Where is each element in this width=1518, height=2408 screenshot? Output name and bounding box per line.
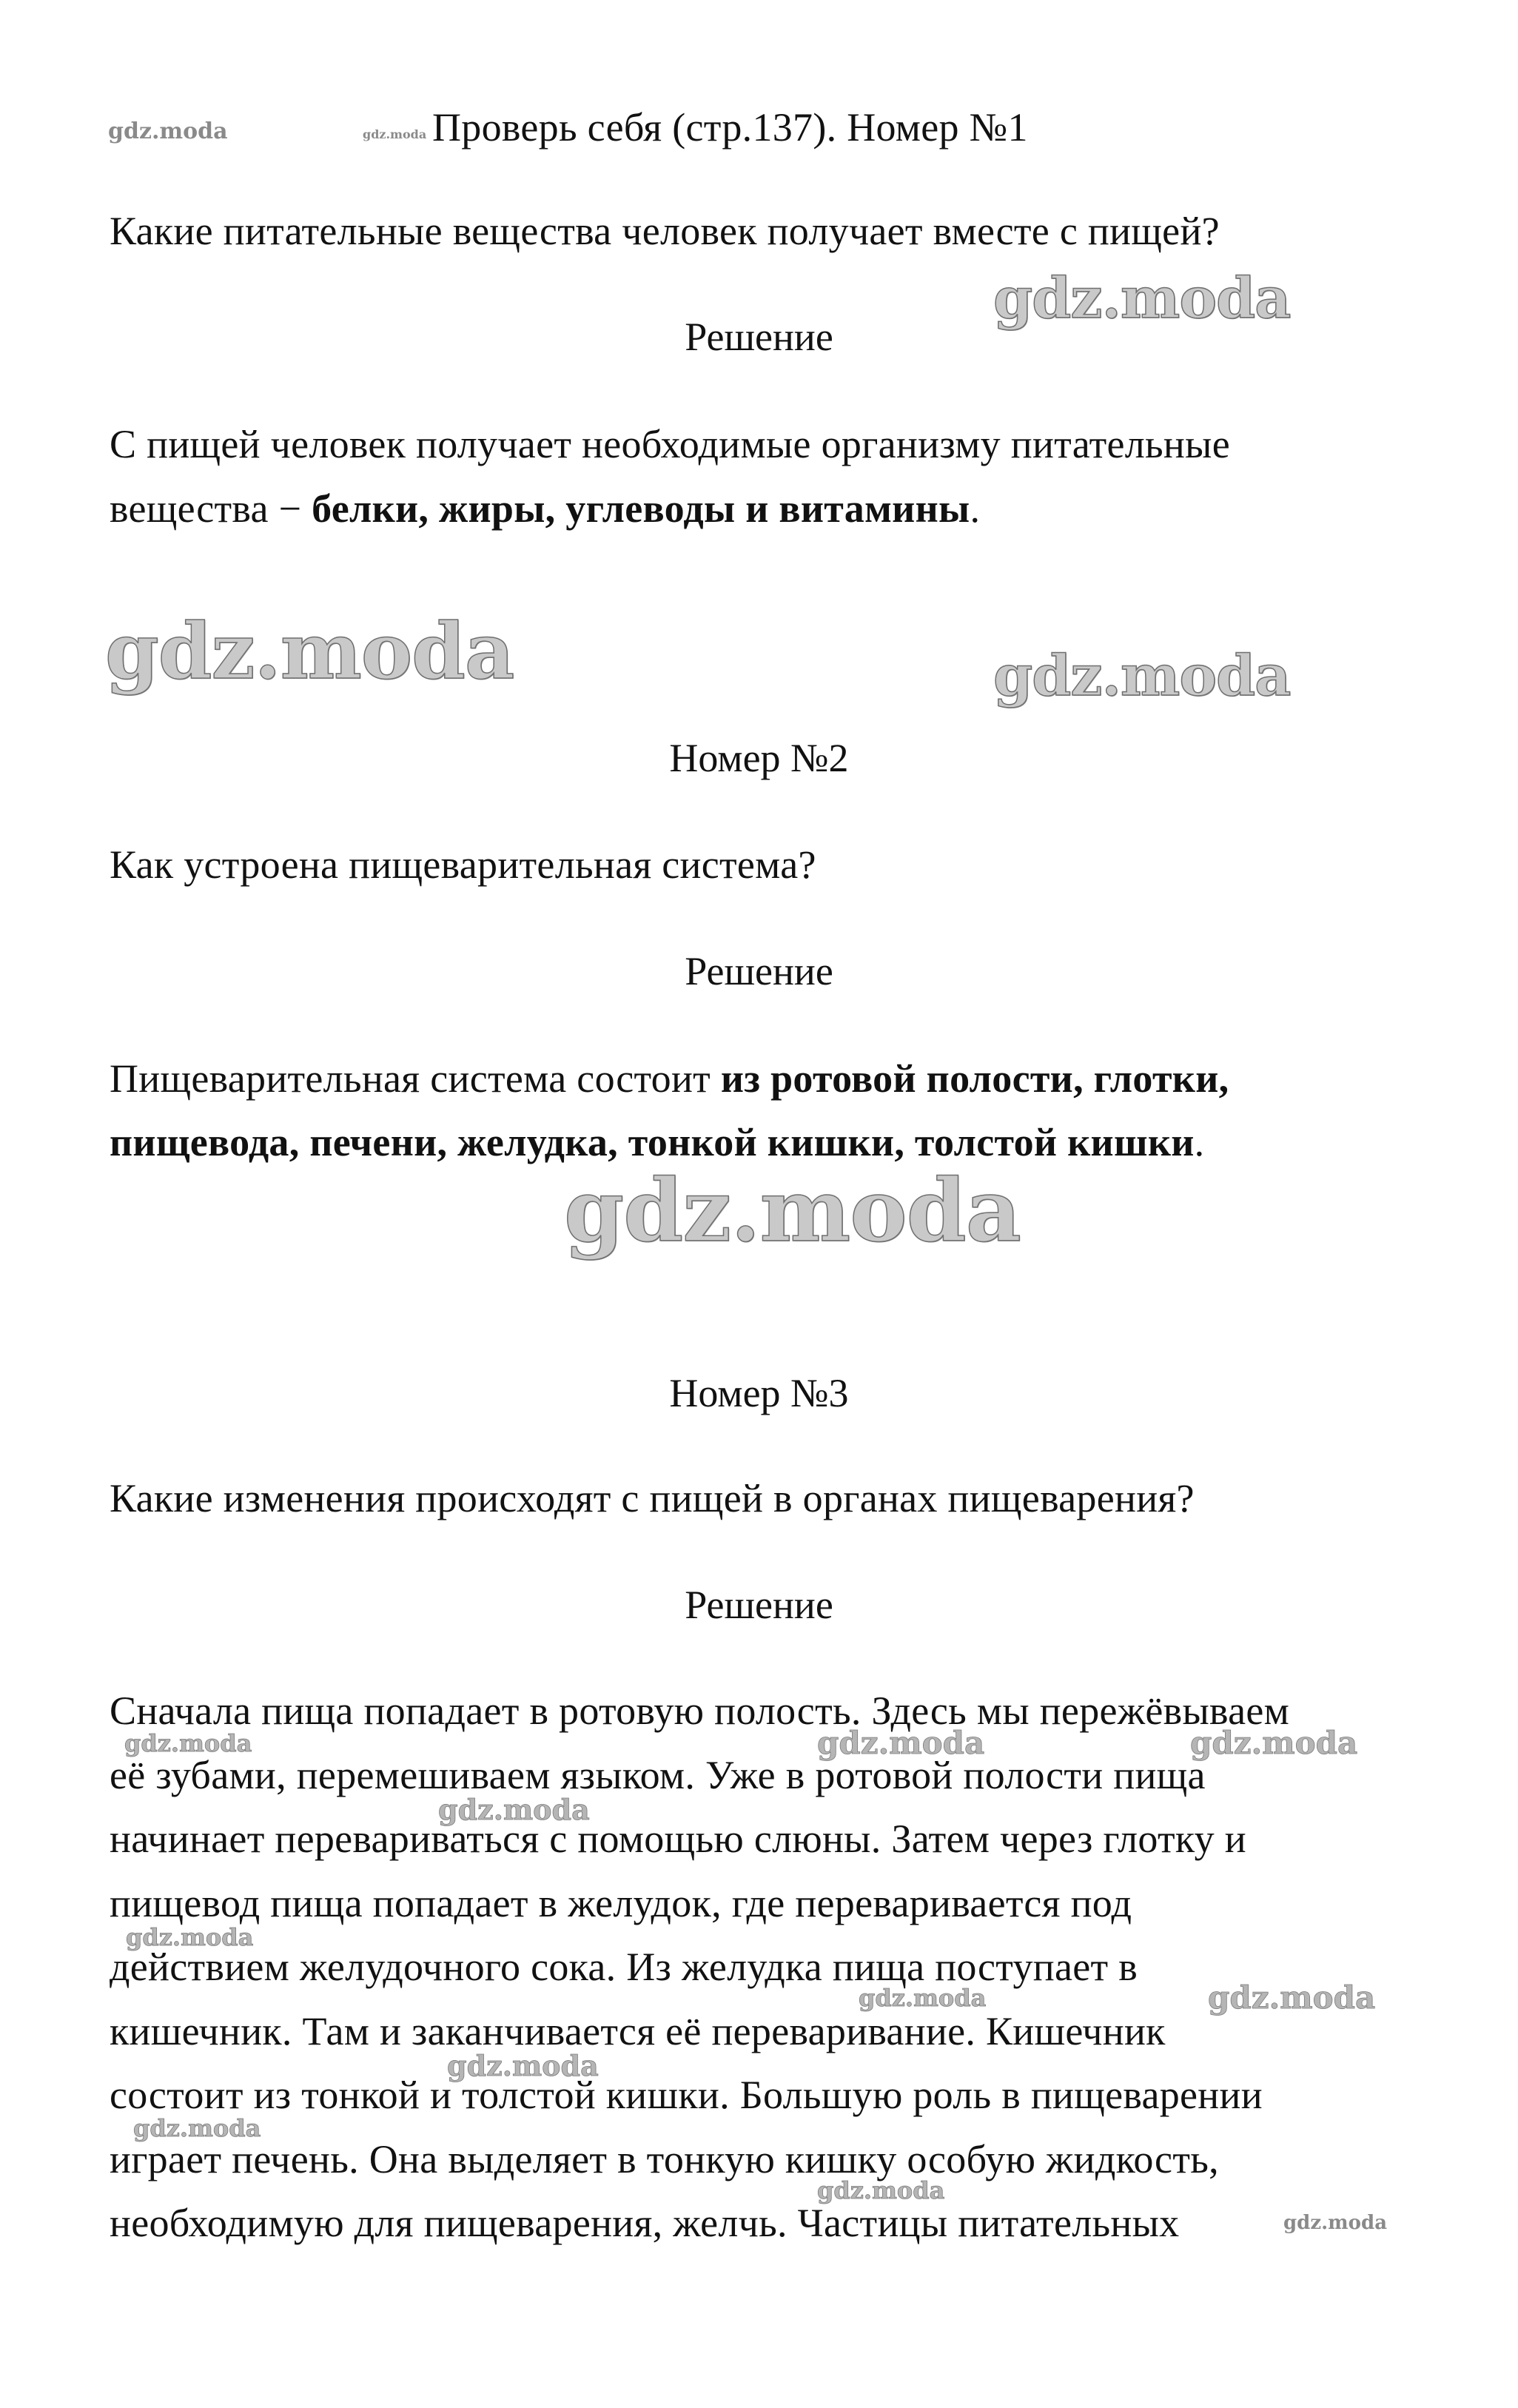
watermark-text: gdz.moda (133, 2114, 261, 2142)
watermark-text: gdz.moda (564, 1161, 1021, 1261)
answer-2-bold-2: пищевода, печени, желудка, тонкой кишки, толстой кишки (110, 1120, 1195, 1164)
answer-3-line: играет печень. Она выделяет в тонкую кишку особую жидкость, (110, 2137, 1219, 2181)
question-1-text: Какие питательные вещества человек получает вместе с пищей? (110, 209, 1220, 253)
answer-1-text: вещества − (110, 486, 312, 531)
answer-1-bold: белки, жиры, углеводы и витамины (312, 486, 970, 531)
solution-label-2: Решение (685, 949, 833, 993)
watermark-text: gdz.moda (1208, 1979, 1376, 2016)
watermark-text: gdz.moda (124, 1729, 252, 1757)
watermark-text: gdz.moda (817, 1725, 985, 1761)
watermark-text: gdz.moda (859, 1984, 987, 2012)
answer-2-line-2 (110, 1119, 1204, 1166)
watermark-text: gdz.moda (993, 643, 1291, 708)
question-2-number: Номер №2 (669, 736, 849, 780)
answer-2-line-1 (110, 1055, 1229, 1102)
question-3-text: Какие изменения происходят с пищей в органах пищеварения? (110, 1476, 1195, 1520)
watermark-text: gdz.moda (993, 265, 1291, 331)
answer-2-bold-1: из ротовой полости, глотки, (720, 1056, 1229, 1101)
solution-label-3: Решение (685, 1583, 833, 1627)
watermark-text: gdz.moda (363, 127, 427, 141)
watermark-text: gdz.moda (438, 1793, 590, 1826)
question-2-text: Как устроена пищеварительная система? (110, 842, 816, 887)
watermark-text: gdz.moda (108, 118, 228, 144)
watermark-text: gdz.moda (126, 1923, 254, 1951)
watermark-text: gdz.moda (447, 2049, 599, 2082)
answer-3-line: её зубами, перемешиваем языком. Уже в ротовой полости пища (110, 1753, 1206, 1797)
solution-label-1: Решение (685, 315, 833, 359)
watermark-text: gdz.moda (817, 2176, 945, 2204)
answer-3-line: кишечник. Там и заканчивается её переваривание. Кишечник (110, 2009, 1166, 2053)
answer-3-line: пищевод пища попадает в желудок, где переваривается под (110, 1881, 1132, 1925)
answer-3-line: Сначала пища попадает в ротовую полость. Здесь мы пережёвываем (110, 1688, 1290, 1733)
page-title: Проверь себя (стр.137). Номер №1 (432, 105, 1028, 150)
answer-2-period: . (1194, 1120, 1205, 1164)
watermark-text: gdz.moda (105, 606, 514, 697)
answer-3-line: состоит из тонкой и толстой кишки. Большую роль в пищеварении (110, 2073, 1263, 2117)
answer-1-line-2 (110, 485, 980, 532)
answer-1-period: . (970, 486, 981, 531)
answer-3-line: необходимую для пищеварения, желчь. Частицы питательных (110, 2201, 1180, 2245)
watermark-text: gdz.moda (1283, 2212, 1388, 2234)
answer-2-text: Пищеварительная система состоит (110, 1056, 721, 1101)
question-3-number: Номер №3 (669, 1371, 849, 1415)
answer-3-line: действием желудочного сока. Из желудка пища поступает в (110, 1945, 1138, 1989)
answer-3-line: начинает перевариваться с помощью слюны. Затем через глотку и (110, 1817, 1246, 1861)
watermark-text: gdz.moda (1190, 1725, 1358, 1761)
answer-1-line-1: С пищей человек получает необходимые организму питательные (110, 422, 1230, 466)
